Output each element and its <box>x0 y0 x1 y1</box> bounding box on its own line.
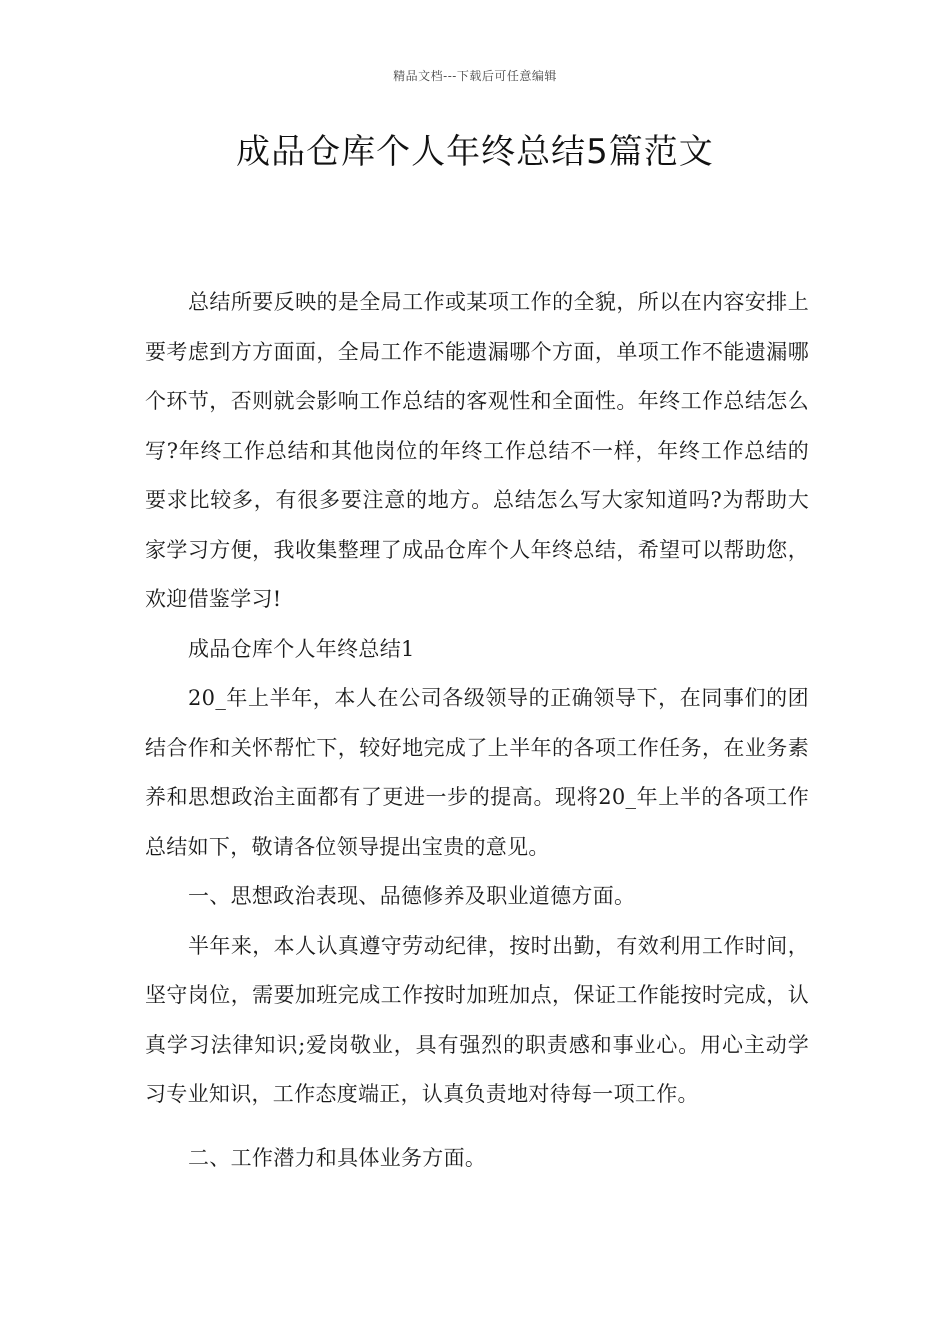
paragraph-overview: 20_年上半年，本人在公司各级领导的正确领导下，在同事们的团结合作和关怀帮忙下，较好地完成了上半年的各项工作任务，在业务素养和思想政治主面都有了更进一步的提高。现将20_年上半的各项工作总结如下，敬请各位领导提出宝贵的意见。 <box>145 686 809 859</box>
section-heading-political: 一、思想政治表现、品德修养及职业道德方面。 <box>188 884 636 908</box>
page-header-note: 精品文档---下载后可任意编辑 <box>393 69 557 83</box>
document-title: 成品仓库个人年终总结5篇范文 <box>236 132 714 172</box>
paragraph-political: 半年来，本人认真遵守劳动纪律，按时出勤，有效利用工作时间，坚守岗位，需要加班完成工作按时加班加点，保证工作能按时完成，认真学习法律知识;爱岗敬业，具有强烈的职责感和事业心。用心主动学习专业知识，工作态度端正，认真负责地对待每一项工作。 <box>145 933 809 1106</box>
section-heading-work-ability: 二、工作潜力和具体业务方面。 <box>188 1145 487 1170</box>
intro-paragraph: 总结所要反映的是全局工作或某项工作的全貌，所以在内容安排上要考虑到方方面面，全局工作不能遗漏哪个方面，单项工作不能遗漏哪个环节，否则就会影响工作总结的客观性和全面性。年终工作总结怎么写?年终工作总结和其他岗位的年终工作总结不一样，年终工作总结的要求比较多，有很多要注意的地方。总结怎么写大家知道吗?为帮助大家学习方便，我收集整理了成品仓库个人年终总结，希望可以帮助您，欢迎借鉴学习! <box>145 290 809 611</box>
document-body <box>145 278 809 1183</box>
section-heading-summary-1: 成品仓库个人年终总结1 <box>188 636 415 661</box>
